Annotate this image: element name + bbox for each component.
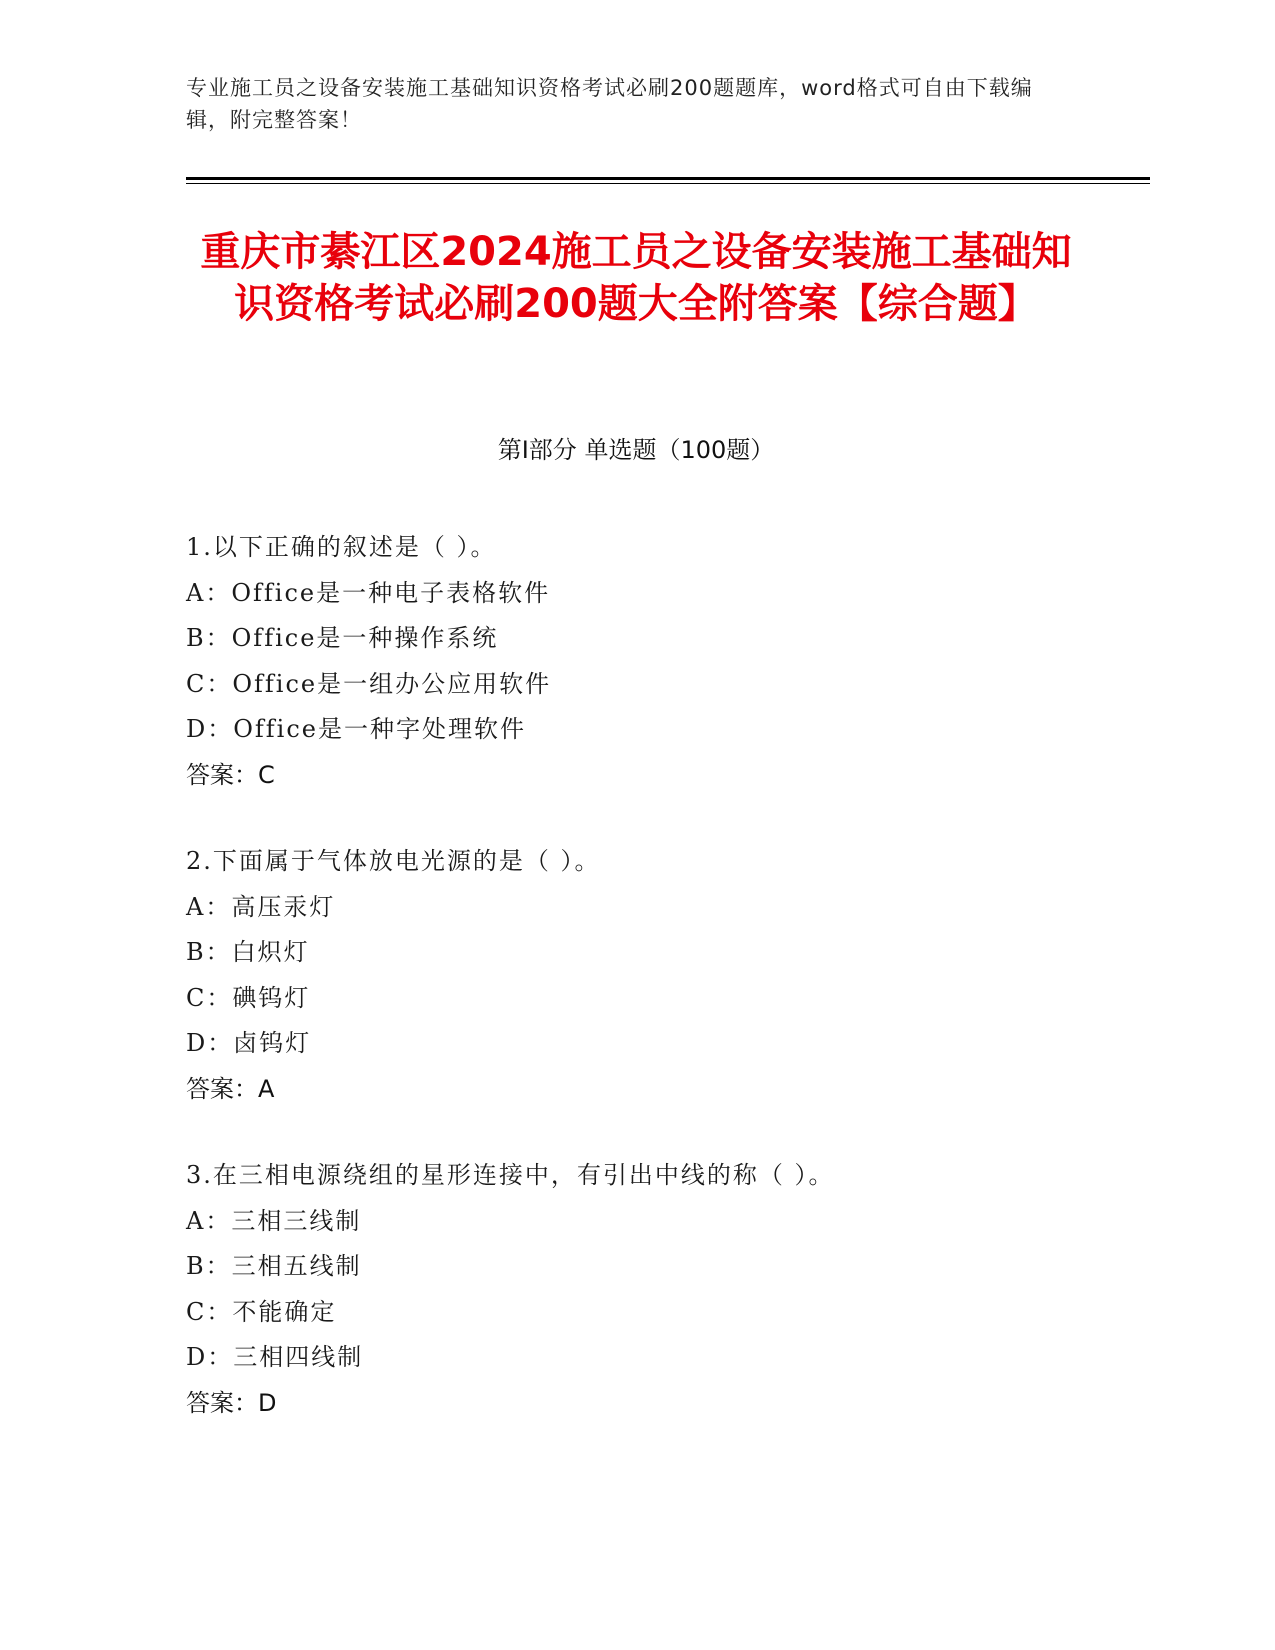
option-c: C：不能确定 xyxy=(186,1297,337,1326)
option-c: C：碘钨灯 xyxy=(186,983,311,1012)
question-item xyxy=(186,1153,1086,1426)
question-answer: 答案：D xyxy=(186,1388,277,1417)
question-answer: 答案：A xyxy=(186,1074,275,1103)
option-a: A：Office是一种电子表格软件 xyxy=(186,578,551,607)
header-note: 专业施工员之设备安装施工基础知识资格考试必刷200题题库，word格式可自由下载编辑，附完整答案！ xyxy=(186,76,1033,132)
question-answer: 答案：C xyxy=(186,760,275,789)
option-d: D：三相四线制 xyxy=(186,1343,364,1371)
option-d: D：Office是一种字处理软件 xyxy=(186,715,527,743)
section-title: 第I部分 单选题（100题） xyxy=(497,436,775,464)
option-b: B：Office是一种操作系统 xyxy=(186,624,499,652)
question-stem: 1.以下正确的叙述是（ ）。 xyxy=(186,533,497,561)
question-stem: 3.在三相电源绕组的星形连接中，有引出中线的称（ ）。 xyxy=(186,1161,835,1189)
option-c: C：Office是一组办公应用软件 xyxy=(186,669,552,698)
option-a: A：高压汞灯 xyxy=(186,892,336,921)
header-divider-thin xyxy=(186,183,1150,184)
option-b: B：三相五线制 xyxy=(186,1252,362,1280)
question-item xyxy=(186,839,1086,1112)
question-list xyxy=(186,525,1086,1467)
question-stem: 2.下面属于气体放电光源的是（ ）。 xyxy=(186,847,601,875)
option-b: B：白炽灯 xyxy=(186,938,310,966)
header-divider-thick xyxy=(186,177,1150,180)
document-title: 重庆市綦江区2024施工员之设备安装施工基础知识资格考试必刷200题大全附答案【综合题】 xyxy=(200,229,1072,327)
question-item xyxy=(186,525,1086,798)
option-d: D：卤钨灯 xyxy=(186,1029,312,1057)
option-a: A：三相三线制 xyxy=(186,1206,362,1235)
